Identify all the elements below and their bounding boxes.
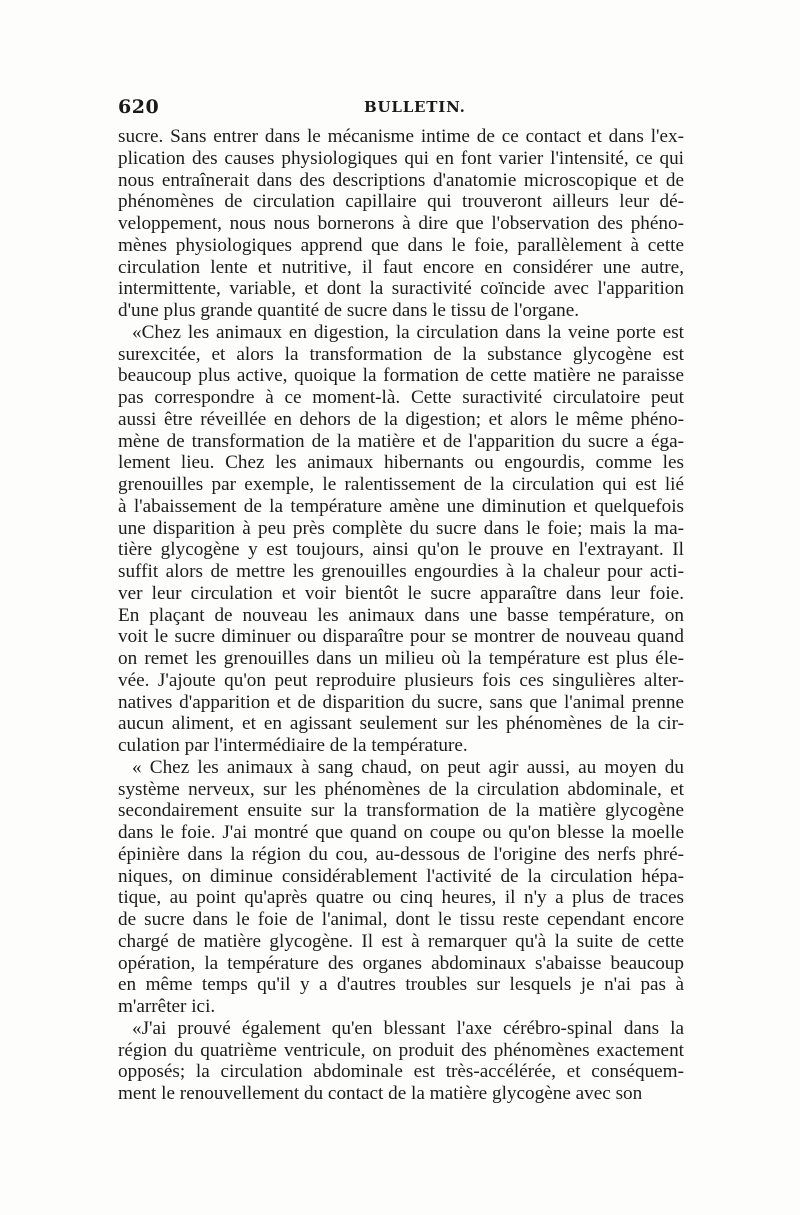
text-line: En plaçant de nouveau les animaux dans une basse température, on: [118, 604, 684, 626]
text-line: aussi être réveillée en dehors de la digestion; et alors le même phéno-: [118, 408, 684, 430]
paragraph: [118, 757, 684, 1018]
page-number: 620: [118, 96, 160, 118]
text-line: circulation lente et nutritive, il faut encore en considérer une autre,: [118, 256, 684, 278]
paragraph: [118, 322, 684, 757]
page-header: [118, 96, 684, 122]
text-line: vée. J'ajoute qu'on peut reproduire plusieurs fois ces singulières alter-: [118, 669, 684, 691]
text-line: ver leur circulation et voir bientôt le sucre apparaître dans leur foie.: [118, 582, 684, 604]
text-line: tique, au point qu'après quatre ou cinq heures, il n'y a plus de traces: [118, 887, 684, 909]
text-line: aucun aliment, et en agissant seulement sur les phénomènes de la cir-: [118, 713, 684, 735]
text-line: pas correspondre à ce moment-là. Cette suractivité circulatoire peut: [118, 387, 684, 408]
text-line: dans le foie. J'ai montré que quand on coupe ou qu'on blesse la moelle: [118, 822, 684, 843]
text-line: veloppement, nous nous bornerons à dire que l'observation des phéno-: [118, 213, 684, 234]
text-line: à l'abaissement de la température amène une diminution et quelquefois: [118, 495, 684, 517]
text-line: on remet les grenouilles dans un milieu où la température est plus éle-: [118, 648, 684, 669]
text-line: culation par l'intermédiaire de la température.: [118, 735, 468, 756]
text-line: surexcitée, et alors la transformation de la substance glycogène est: [118, 343, 684, 365]
text-line: sucre. Sans entrer dans le mécanisme intime de ce contact et dans l'ex-: [118, 126, 684, 147]
text-line: «J'ai prouvé également qu'en blessant l'axe cérébro-spinal dans la: [132, 1017, 684, 1039]
text-line: en même temps qu'il y a d'autres troubles sur lesquels je n'ai pas à: [118, 974, 684, 996]
text-line: ment le renouvellement du contact de la matière glycogène avec son: [118, 1083, 643, 1104]
text-line: beaucoup plus active, quoique la formation de cette matière ne paraisse: [118, 365, 684, 387]
text-line: niques, on diminue considérablement l'activité de la circulation hépa-: [118, 865, 684, 887]
text-line: opposés; la circulation abdominale est très-accélérée, et conséquem-: [118, 1061, 684, 1083]
text-line: de sucre dans le foie de l'animal, dont le tissu reste cependant encore: [118, 909, 684, 930]
text-line: région du quatrième ventricule, on produit des phénomènes exactement: [118, 1039, 684, 1061]
text-line: grenouilles par exemple, le ralentissement de la circulation qui est lié: [118, 474, 684, 495]
text-line: une disparition à peu près complète du sucre dans le foie; mais la ma-: [118, 517, 684, 539]
text-line: lement lieu. Chez les animaux hibernants ou engourdis, comme les: [118, 452, 684, 474]
text-line: chargé de matière glycogène. Il est à remarquer qu'à la suite de cette: [118, 930, 684, 952]
paragraph: [118, 1018, 684, 1105]
text-line: m'arrêter ici.: [118, 996, 216, 1017]
text-line: «Chez les animaux en digestion, la circulation dans la veine porte est: [132, 321, 684, 343]
text-line: phénomènes de circulation capillaire qui trouveront ailleurs leur dé-: [118, 191, 684, 213]
text-line: épinière dans la région du cou, au-dessous de l'origine des nerfs phré-: [118, 843, 684, 865]
text-line: mène de transformation de la matière et de l'apparition du sucre a éga-: [118, 430, 684, 452]
running-head: BULLETIN.: [364, 98, 466, 116]
text-line: nous entraînerait dans des descriptions d'anatomie microscopique et de: [118, 169, 684, 191]
text-line: intermittente, variable, et dont la suractivité coïncide avec l'apparition: [118, 278, 684, 300]
text-line: « Chez les animaux à sang chaud, on peut agir aussi, au moyen du: [132, 756, 684, 778]
body-text: [118, 126, 684, 1105]
text-line: voit le sucre diminuer ou disparaître pour se montrer de nouveau quand: [118, 626, 684, 648]
paragraph: [118, 126, 684, 322]
text-line: secondairement ensuite sur la transformation de la matière glycogène: [118, 800, 684, 822]
text-line: système nerveux, sur les phénomènes de la circulation abdominale, et: [118, 778, 684, 800]
text-line: mènes physiologiques apprend que dans le foie, parallèlement à cette: [118, 234, 684, 256]
text-line: plication des causes physiologiques qui en font varier l'intensité, ce qui: [118, 147, 684, 169]
text-line: natives d'apparition et de disparition du sucre, sans que l'animal prenne: [118, 691, 684, 713]
text-line: opération, la température des organes abdominaux s'abaisse beaucoup: [118, 952, 684, 974]
text-line: suffit alors de mettre les grenouilles engourdies à la chaleur pour acti-: [118, 561, 684, 582]
text-line: tière glycogène y est toujours, ainsi qu'on le prouve en l'extrayant. Il: [118, 539, 684, 561]
text-line: d'une plus grande quantité de sucre dans le tissu de l'organe.: [118, 300, 580, 321]
